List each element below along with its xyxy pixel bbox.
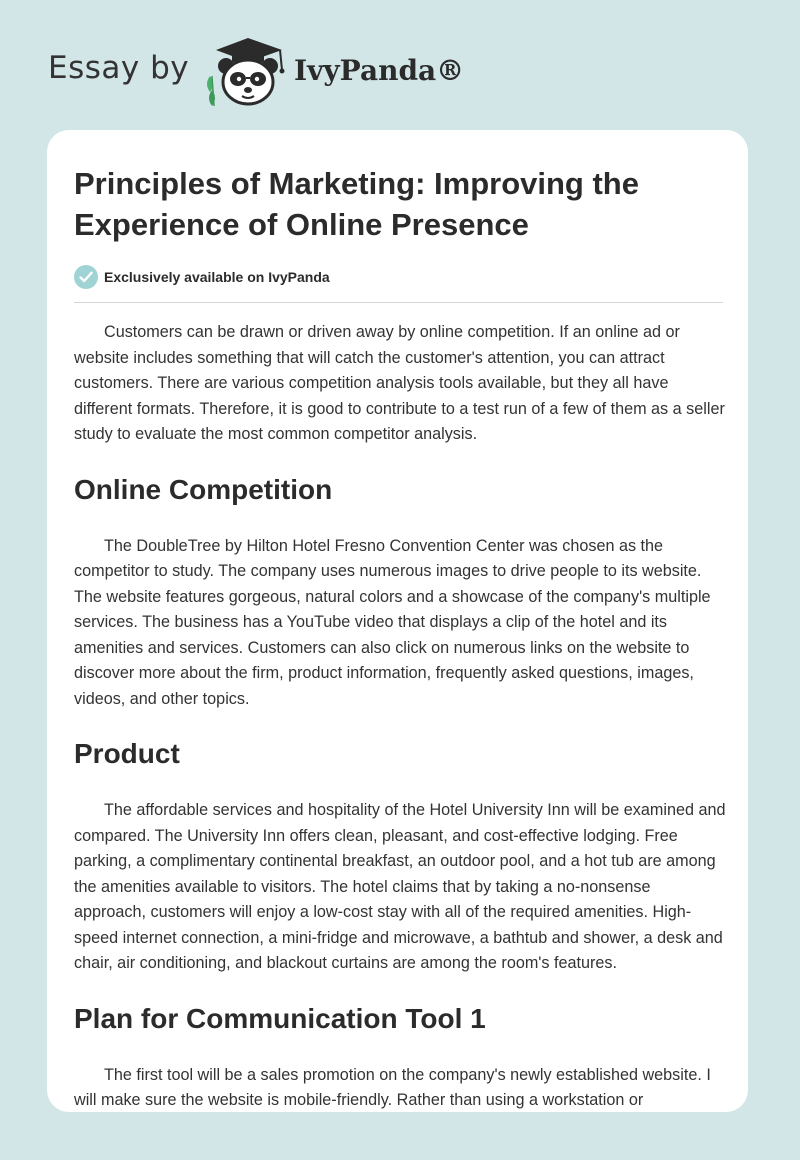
exclusive-badge xyxy=(74,264,330,290)
section-paragraph-online-competition: The DoubleTree by Hilton Hotel Fresno Convention Center was chosen as the competitor to study. The company uses numerous images to drive people to its website. The website features gorgeous, natural colors and a showcase of the company's multiple services. The business has a YouTube video that displays a clip of the hotel and its amenities and services. Customers can also click on numerous links on the website to discover more about the firm, product information, frequently asked questions, images, videos, and other topics. xyxy=(74,536,711,708)
brand-name[interactable]: IvyPanda® xyxy=(294,54,465,87)
section-heading-communication-tool-1: Plan for Communication Tool 1 xyxy=(74,1002,486,1034)
site-header xyxy=(48,36,468,108)
check-icon xyxy=(74,265,98,289)
article-title: Principles of Marketing: Improving the Experience of Online Presence xyxy=(74,166,639,242)
article-content xyxy=(74,320,726,1112)
section-heading-online-competition: Online Competition xyxy=(74,473,333,505)
exclusive-label: Exclusively available on IvyPanda xyxy=(104,269,330,285)
intro-paragraph: Customers can be drawn or driven away by online competition. If an online ad or website includes something that will catch the customer's attention, you can attract customers. There are various competition analysis tools available, but they all have different formats. Therefore, it is good to contribute to a test run of a few of them as a seller study to evaluate the most common competitor analysis. xyxy=(74,323,725,443)
brand-prefix: Essay by xyxy=(48,50,190,86)
panda-graduate-logo-icon[interactable] xyxy=(202,36,290,108)
section-paragraph-communication-tool-1: The first tool will be a sales promotion on the company's newly established website. I will make sure the website is mobile-friendly. Rather than using a workstation or xyxy=(74,1065,711,1109)
divider xyxy=(74,302,723,303)
article-card xyxy=(47,130,748,1112)
section-heading-product: Product xyxy=(74,738,180,769)
section-paragraph-product: The affordable services and hospitality of the Hotel University Inn will be examined and compared. The University Inn offers clean, pleasant, and cost-effective lodging. Free parking, a complimentary continental breakfast, an outdoor pool, and a hot tub are among the amenities available to visitors. The hotel claims that by taking a no-nonsense approach, customers will enjoy a low-cost stay with all of the required amenities. High-speed internet connection, a mini-fridge and microwave, a bathtub and shower, a desk and chair, air conditioning, and blackout curtains are among the room's features. xyxy=(74,801,726,972)
